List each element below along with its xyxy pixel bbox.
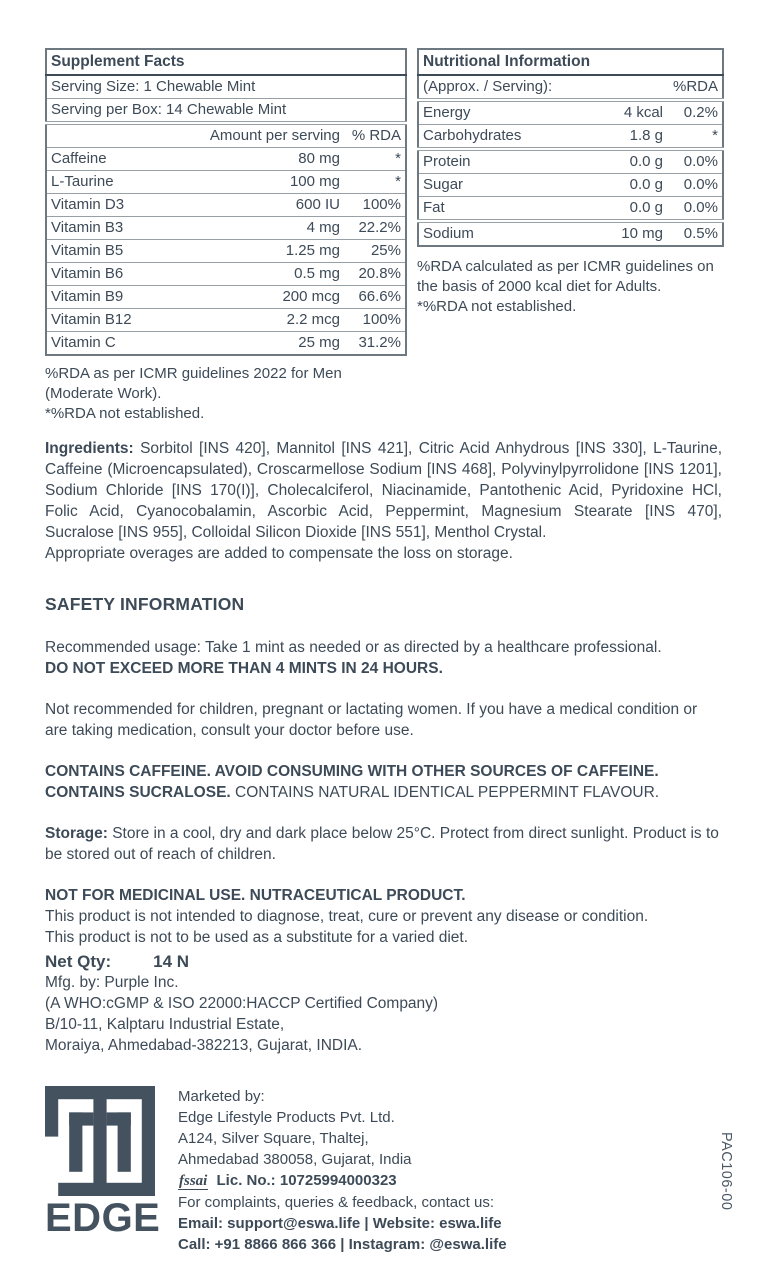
usage-text: Recommended usage: Take 1 mint as needed or as directed by a healthcare professional. bbox=[45, 639, 662, 656]
ingredients-text: Sorbitol [INS 420], Mannitol [INS 421], Citric Acid Anhydrous [INS 330], L-Taurine, Caffeine (Microencapsulated), Croscarmellose Sodium [INS 468], Polyvinylpyrrolidone [INS 1201], Sodium Chloride [INS 170(I)], Cholecalciferol, Niacinamide, Pantothenic Acid, Pyridoxine HCl, Folic Acid, Cyanocobalamin, Ascorbic Acid, Peppermint, Magnesium Stearate [INS 470], Sucralose [INS 955], Colloidal Silicon Dioxide [INS 551], Menthol Crystal. bbox=[45, 440, 723, 541]
storage-text: Store in a cool, dry and dark place below 25°C. Protect from direct sunlight. Product is to be stored out of reach of children. bbox=[45, 825, 719, 863]
nutrition-table bbox=[417, 48, 724, 247]
marketed-by-label: Marketed by: bbox=[178, 1088, 265, 1105]
medicinal-paragraph bbox=[45, 885, 722, 948]
table-row: Sugar 0.0 g 0.0% bbox=[418, 174, 723, 197]
flavour-text: CONTAINS NATURAL IDENTICAL PEPPERMINT FLAVOUR. bbox=[235, 784, 660, 801]
not-recommended-paragraph: Not recommended for children, pregnant or lactating women. If you have a medical condition or are taking medication, consult your doctor before use. bbox=[45, 701, 698, 739]
tables-row bbox=[45, 48, 722, 424]
footer bbox=[45, 1084, 722, 1255]
footer-text bbox=[178, 1084, 722, 1255]
caffeine-warning: CONTAINS CAFFEINE. AVOID CONSUMING WITH OTHER SOURCES OF CAFFEINE. bbox=[45, 763, 659, 780]
supplement-facts-table bbox=[45, 48, 407, 356]
table-row: Sodium 10 mg 0.5% bbox=[423, 225, 718, 242]
storage-paragraph bbox=[45, 823, 722, 865]
supplement-facts-column bbox=[45, 48, 407, 424]
mfg-line-3: B/10-11, Kalptaru Industrial Estate, bbox=[45, 1016, 285, 1033]
table-row: Fat 0.0 g 0.0% bbox=[418, 197, 723, 222]
contains-paragraph bbox=[45, 761, 722, 803]
edge-logo-icon bbox=[45, 1086, 155, 1196]
table-row: Caffeine 80 mg * bbox=[46, 148, 406, 171]
net-qty-label: Net Qty: bbox=[45, 952, 112, 971]
license-number: Lic. No.: 10725994000323 bbox=[216, 1172, 397, 1189]
rda-note-left: %RDA as per ICMR guidelines 2022 for Men (Moderate Work). *%RDA not established. bbox=[45, 365, 342, 422]
serving-size: Serving Size: 1 Chewable Mint bbox=[46, 75, 406, 99]
marketer-address-1: A124, Silver Square, Thaltej, bbox=[178, 1130, 369, 1147]
table-row: Vitamin B3 4 mg 22.2% bbox=[46, 217, 406, 240]
mfg-line-4: Moraiya, Ahmedabad-382213, Gujarat, INDIA. bbox=[45, 1037, 363, 1054]
usage-warning: DO NOT EXCEED MORE THAN 4 MINTS IN 24 HOURS. bbox=[45, 660, 443, 677]
complaints-line: For complaints, queries & feedback, contact us: bbox=[178, 1194, 494, 1211]
medicinal-warning: NOT FOR MEDICINAL USE. NUTRACEUTICAL PRODUCT. bbox=[45, 887, 466, 904]
table-row: Vitamin C 25 mg 31.2% bbox=[51, 334, 401, 351]
sucralose-line bbox=[45, 782, 722, 803]
rda-note-right: %RDA calculated as per ICMR guidelines on the basis of 2000 kcal diet for Adults. *%RDA not established. bbox=[417, 258, 714, 315]
pack-code: PAC106-00 bbox=[718, 1132, 734, 1211]
edge-logo-wordmark: EDGE bbox=[45, 1196, 161, 1240]
table-row: Vitamin D3 600 IU 100% bbox=[46, 194, 406, 217]
table-row: Vitamin B6 0.5 mg 20.8% bbox=[46, 263, 406, 286]
col-header-rda: % RDA bbox=[344, 123, 406, 148]
fssai-license-line bbox=[178, 1170, 722, 1192]
mfg-line-1: Mfg. by: Purple Inc. bbox=[45, 974, 179, 991]
edge-logo-block bbox=[45, 1084, 178, 1255]
nutrition-col-rda: %RDA bbox=[667, 75, 723, 100]
nutrition-col-header: (Approx. / Serving): bbox=[418, 75, 667, 100]
col-header-blank bbox=[46, 123, 206, 148]
table-row: Vitamin B5 1.25 mg 25% bbox=[46, 240, 406, 263]
table-row: Carbohydrates 1.8 g * bbox=[418, 125, 723, 150]
marketer-address-2: Ahmedabad 380058, Gujarat, India bbox=[178, 1151, 412, 1168]
nutrition-title: Nutritional Information bbox=[418, 49, 723, 75]
table-row: Vitamin B9 200 mcg 66.6% bbox=[46, 286, 406, 309]
col-header-amount: Amount per serving bbox=[206, 123, 344, 148]
medicinal-line-2: This product is not to be used as a substitute for a varied diet. bbox=[45, 929, 469, 946]
medicinal-line-1: This product is not intended to diagnose, treat, cure or prevent any disease or condition. bbox=[45, 908, 649, 925]
mfg-line-2: (A WHO:cGMP & ISO 22000:HACCP Certified Company) bbox=[45, 995, 439, 1012]
table-row: Vitamin B12 2.2 mcg 100% bbox=[46, 309, 406, 332]
ingredients-label: Ingredients: bbox=[45, 440, 134, 457]
manufacturer-block bbox=[45, 972, 722, 1056]
supplement-facts-title: Supplement Facts bbox=[46, 49, 406, 75]
overages-note: Appropriate overages are added to compensate the loss on storage. bbox=[45, 545, 513, 562]
email-website-line: Email: support@eswa.life | Website: eswa.life bbox=[178, 1215, 502, 1232]
sucralose-warning: CONTAINS SUCRALOSE. bbox=[45, 784, 231, 801]
marketer-company: Edge Lifestyle Products Pvt. Ltd. bbox=[178, 1109, 395, 1126]
safety-heading: SAFETY INFORMATION bbox=[45, 594, 245, 614]
net-qty-value: 14 N bbox=[153, 952, 190, 971]
nutrition-column bbox=[417, 48, 724, 317]
storage-label: Storage: bbox=[45, 825, 108, 842]
fssai-logo: fssai bbox=[179, 1173, 208, 1189]
table-row: Energy 4 kcal 0.2% bbox=[418, 100, 723, 125]
usage-paragraph bbox=[45, 637, 722, 679]
serving-per-box: Serving per Box: 14 Chewable Mint bbox=[46, 99, 406, 124]
net-qty bbox=[45, 952, 722, 972]
table-row: L-Taurine 100 mg * bbox=[46, 171, 406, 194]
table-row: Protein 0.0 g 0.0% bbox=[418, 149, 723, 174]
call-instagram-line: Call: +91 8866 866 366 | Instagram: @eswa.life bbox=[178, 1236, 507, 1253]
ingredients-paragraph bbox=[45, 438, 722, 564]
